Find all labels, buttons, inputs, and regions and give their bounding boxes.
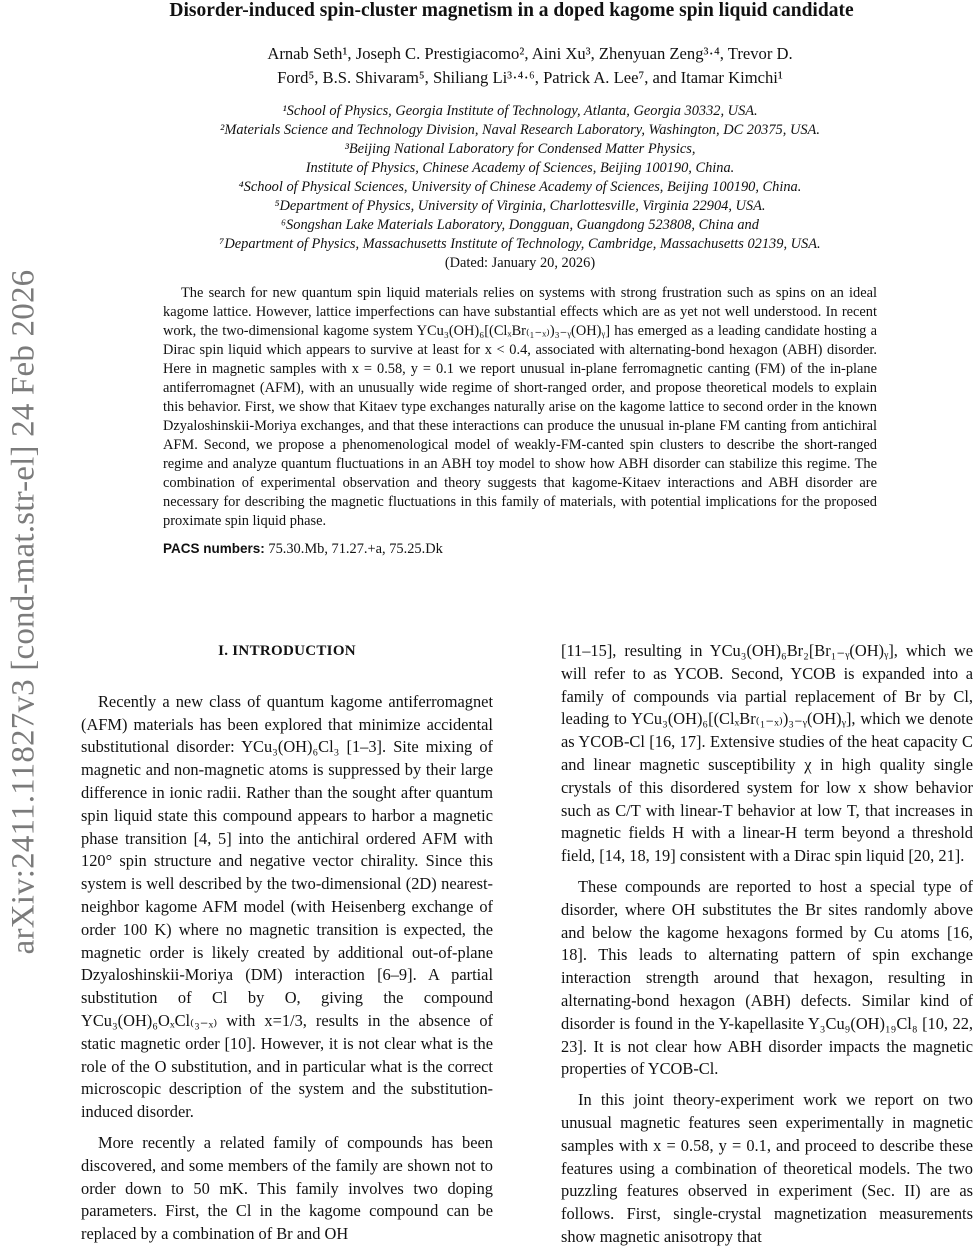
affiliation-4: ⁴School of Physical Sciences, University of Chinese Academy of Sciences, Beijing 100190, China.	[238, 179, 802, 195]
paper-title: Disorder-induced spin-cluster magnetism in a doped kagome spin liquid candidate	[169, 0, 854, 21]
pacs-numbers	[163, 539, 877, 559]
authors-line-1: Arnab Seth¹, Joseph C. Prestigiacomo², Aini Xu³, Zhenyuan Zeng³·⁴, Trevor D.	[267, 44, 793, 63]
authors-line-2: Ford⁵, B.S. Shivaram⁵, Shiliang Li³·⁴·⁶, Patrick A. Lee⁷, and Itamar Kimchi¹	[277, 68, 783, 87]
body-paragraph: Recently a new class of quantum kagome antiferromagnet (AFM) materials has been explored that minimize accidental substitutional disorder: YCu₃(OH)₆Cl₃ [1–3]. Site mixing of magnetic and non-magnetic atoms is suppressed by their large difference in ionic radii. Rather than the sought after quantum spin liquid state this compound appears to harbor a magnetic phase transition [4, 5] into the antichiral ordered AFM with 120° spin structure and negative vector chirality. Since this system is well described by the two-dimensional (2D) nearest-neighbor kagome AFM model (with Heisenberg exchange of order 100 K) where no magnetic transition is expected, the magnetic order is likely created by additional out-of-plane Dzyaloshinskii-Moriya (DM) interaction [6–9]. A partial substitution of Cl by O, giving the compound YCu₃(OH)₆OₓCl₍₃₋ₓ₎ with x=1/3, results in the absence of static magnetic order [10]. However, it is not clear what is the role of the O substitution, and in particular what is the correct microscopic description of the system and the substitution-induced disorder.	[81, 691, 493, 1122]
right-column	[561, 640, 973, 1249]
affiliation-3: ³Beijing National Laboratory for Condensed Matter Physics,	[344, 141, 696, 157]
arxiv-sidebar	[0, 0, 48, 1200]
body-paragraph: In this joint theory-experiment work we report on two unusual magnetic features seen experimentally in magnetic samples with x = 0.58, y = 0.1, and proceed to describe these features using a combination of theoretical models. The two puzzling features observed in experiment (Sec. II) are as follows. First, single-crystal magnetization measurements show magnetic anisotropy that	[561, 1090, 973, 1246]
abstract-text: The search for new quantum spin liquid materials relies on systems with strong frustration such as spins on an ideal kagome lattice. However, lattice imperfections can have substantial effects which are as yet not well understood. In recent work, the two-dimensional kagome system YCu₃(OH)₆[(ClₓBr₍₁₋ₓ₎)₃₋ᵧ(OH)ᵧ] has emerged as a leading candidate hosting a Dirac spin liquid which appears to survive at least for x < 0.4, associated with alternating-bond hexagon (ABH) disorder. Here in magnetic samples with x = 0.58, y = 0.1 we report unusual in-plane ferromagnetic canting (FM) of the in-plane antiferromagnet (AFM), with an unusually wide regime of short-ranged order, and propose theoretical models to explain this behavior. First, we show that Kitaev type exchanges naturally arise on the kagome lattice to second order in the known Dzyaloshinskii-Moriya exchanges, and that these interactions can produce the unusual in-plane FM canting from antichiral AFM. Second, we propose a phenomenological model of weakly-FM-canted spin clusters to describe the short-ranged regime and analyze quantum fluctuations in an ABH toy model to show how ABH disorder can stabilize this regime. The combination of experimental observation and theory suggests that kagome-Kitaev interactions and ABH disorder are necessary for describing the magnetic fluctuations in this family of materials, with potential implications for the proposed proximate spin liquid phase.	[163, 285, 877, 529]
author-list	[185, 42, 875, 90]
left-column	[81, 640, 493, 1246]
pacs-values: 75.30.Mb, 71.27.+a, 75.25.Dk	[268, 541, 443, 557]
body-paragraph: More recently a related family of compounds has been discovered, and some members of the family are shown not to order down to 50 mK. This family involves two doping parameters. First, the Cl in the kagome compound can be replaced by a combination of Br and OH	[81, 1132, 493, 1244]
abstract	[163, 284, 877, 559]
section-heading-introduction: I. INTRODUCTION	[218, 643, 356, 659]
affiliation-2: ²Materials Science and Technology Division, Naval Research Laboratory, Washington, DC 20375, USA.	[220, 122, 820, 138]
affiliation-7: ⁷Department of Physics, Massachusetts Institute of Technology, Cambridge, Massachusetts 02139, USA.	[219, 236, 821, 252]
affiliation-5: ⁵Department of Physics, University of Virginia, Charlottesville, Virginia 22904, USA.	[274, 198, 766, 214]
affiliations	[120, 102, 920, 273]
affiliation-3-continued: Institute of Physics, Chinese Academy of Sciences, Beijing 100190, China.	[305, 160, 735, 176]
pacs-label: PACS numbers:	[163, 541, 265, 556]
body-paragraph: [11–15], resulting in YCu₃(OH)₆Br₂[Br₁₋ᵧ(OH)ᵧ], which we will refer to as YCOB. Second, YCOB is expanded into a family of compounds via partial replacement of Br by Cl, leading to YCu₃(OH)₆[(ClₓBr₍₁₋ₓ₎)₃₋ᵧ(OH)ᵧ], which we denote as YCOB-Cl [16, 17]. Extensive studies of the heat capacity C and linear magnetic susceptibility χ in high quality single crystals of this disordered system for low x show behavior such as C/T with linear-T behavior at low T, that increases in magnetic fields H with a linear-H term beyond a threshold field, [14, 18, 19] consistent with a Dirac spin liquid [20, 21].	[561, 641, 973, 866]
affiliation-6: ⁶Songshan Lake Materials Laboratory, Dongguan, Guangdong 523808, China and	[281, 217, 759, 233]
dated-line: (Dated: January 20, 2026)	[444, 255, 596, 271]
affiliation-1: ¹School of Physics, Georgia Institute of Technology, Atlanta, Georgia 30332, USA.	[282, 103, 758, 119]
arxiv-identifier[interactable]: arXiv:2411.11827v3 [cond-mat.str-el] 24 Feb 2026	[5, 269, 42, 955]
body-paragraph: These compounds are reported to host a special type of disorder, where OH substitutes the Br sites randomly above and below the kagome hexagons formed by Cu atoms [16, 18]. This leads to alternating pattern of spin exchange interaction strength around that hexagon, resulting in alternating-bond hexagon (ABH) defects. Similar kind of disorder is found in the Y-kapellasite Y₃Cu₉(OH)₁₉Cl₈ [10, 22, 23]. It is not clear how ABH disorder impacts the magnetic properties of YCOB-Cl.	[561, 876, 973, 1079]
